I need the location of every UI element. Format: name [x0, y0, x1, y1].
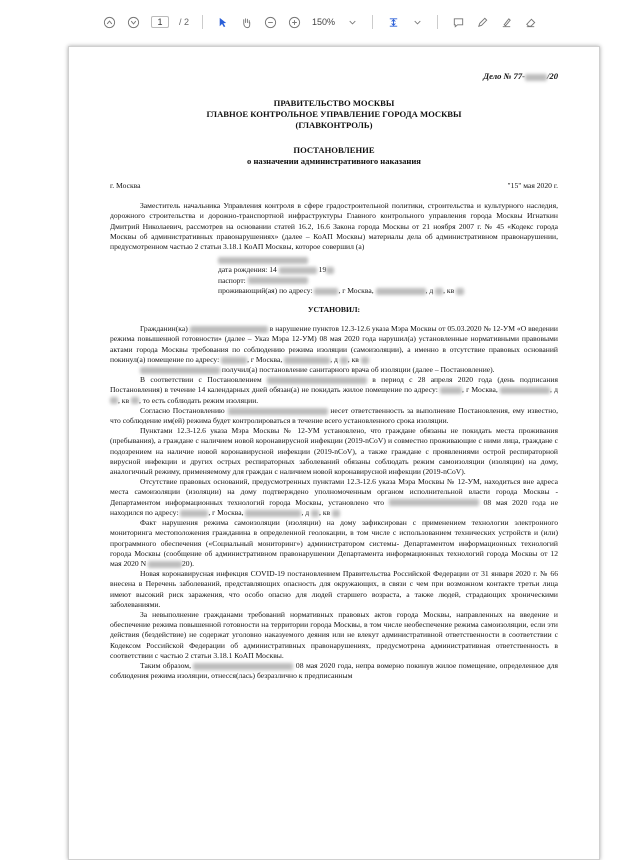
para-text: , г Москва, — [208, 507, 244, 517]
toolbar-group — [103, 15, 537, 29]
paragraph-absence — [110, 477, 558, 518]
para-text: получил(а) постановление санитарного врача об изоляции (далее – Постановление). — [221, 365, 495, 375]
para-text: , кв — [347, 354, 359, 364]
passport-label: паспорт: — [218, 275, 246, 285]
redacted-text — [440, 387, 462, 394]
redacted-text — [389, 499, 479, 506]
person-details — [110, 255, 558, 296]
zoom-out-icon[interactable] — [264, 15, 278, 29]
para-text: , д — [550, 385, 558, 395]
para-text: 20). — [182, 558, 195, 568]
redacted-text — [284, 357, 330, 364]
established-heading: УСТАНОВИЛ: — [307, 305, 361, 315]
redacted-text — [180, 510, 208, 517]
paragraph-decree: Пунктами 12.3-12.6 указа Мэра Москвы № 12-УМ установлено, что граждане обязаны не покидать места проживания (пребывания), а граждане с наличием новой коронавирусной инфекции (2019-nCoV) и совместно проживающие с ними лица, граждане с подозрением на наличие новой коронавирусной инфекции (2019-nCoV), а также граждане с проявлениями острой респираторной вирусной инфекции и других острых респираторных заболеваний обязаны соблюдать режим самоизоляции (изоляции) на дому, аналогичный режиму, применяемому для граждан с наличием новой коронавирусной инфекции (2019-nCoV). — [110, 426, 558, 477]
zoom-in-icon[interactable] — [288, 15, 302, 29]
toolbar-divider — [202, 15, 203, 29]
para-text: в нарушение пунктов 12.3-12.6 указа Мэра Москвы от 05.03.2020 № 12-УМ «О введении режима повышенной готовности» (далее – Указ Мэра 12-УМ) 08 мая 2020 года нарушил(а) установленные нормативными правовыми актами города Москвы требования по соблюдению режима изоляции (самоизоляции), а именно в отсутствие правовых оснований покинул(а) помещение по адресу: — [110, 324, 558, 364]
page-number-input[interactable]: 1 — [151, 16, 169, 28]
para-text: 08 мая 2020 года, непра вомерно покинув жилое помещение, определенное для соблюдения режима изоляции, отнесся(лась) безразлично к предписанным — [110, 660, 558, 681]
pen-icon[interactable] — [475, 15, 489, 29]
paragraph-liability: За невыполнение гражданами требований нормативных правовых актов города Москвы, направленных на введение и обеспечение режима повышенной готовности на территории города Москвы, в том числе необеспечение режима самоизоляции, если эти действия (бездействие) не содержат уголовно наказуемого деяния или не влекут административной ответственности в соответствии с Кодексом Российской Федерации об административных правонарушениях, предусмотрена административная ответственность в соответствии с частью 2 статьи 3.18.1 КоАП Москвы. — [110, 609, 558, 660]
redacted-text — [326, 267, 334, 274]
redacted-text — [279, 267, 317, 274]
address-label: проживающий(ая) по адресу: — [218, 285, 313, 295]
header-line-3: (ГЛАВКОНТРОЛЬ) — [295, 120, 373, 130]
hand-tool-icon[interactable] — [240, 15, 254, 29]
redacted-text — [193, 663, 293, 670]
page-total: / 2 — [178, 17, 189, 27]
document-date: "15" мая 2020 г. — [507, 181, 558, 190]
document-title: ПОСТАНОВЛЕНИЕ — [293, 145, 375, 155]
redacted-text — [525, 74, 547, 81]
redacted-text — [245, 510, 301, 517]
para-text: , д — [330, 354, 338, 364]
case-number-prefix: Дело № 77- — [483, 71, 526, 81]
address-flat: , кв — [443, 285, 455, 295]
para-text: , то есть соблюдать режим изоляции. — [138, 395, 259, 405]
para-text: Согласно Постановлению — [140, 405, 225, 415]
chevron-down-icon[interactable] — [410, 15, 424, 29]
pdf-toolbar — [0, 0, 640, 44]
paragraph-conclusion — [110, 661, 558, 681]
fit-page-icon[interactable] — [386, 15, 400, 29]
redacted-text — [131, 397, 139, 404]
redacted-text — [148, 561, 182, 568]
paragraph-monitoring — [110, 518, 558, 569]
para-text: несет ответственность за выполнение Постановления, ему известно, что соблюдение им(ей) режима будет контролироваться в течение всего установленного срока изоляции. — [110, 405, 558, 426]
redacted-text — [221, 357, 247, 364]
next-page-icon[interactable] — [127, 15, 141, 29]
redacted-text — [218, 257, 308, 264]
redacted-text — [140, 367, 220, 374]
para-text: Таким образом, — [140, 660, 191, 670]
place-date-row — [110, 181, 558, 191]
redacted-text — [228, 408, 328, 415]
toolbar-divider — [437, 15, 438, 29]
paragraph-covid: Новая коронавирусная инфекция COVID-19 постановлением Правительства Российской Федерации от 31 января 2020 г. № 66 внесена в Перечень заболеваний, представляющих опасность для окружающих, в связи с чем при возможном контакте третьи лица имеют высокий риск заражения, что особо опасно для людей старшего возраста, а также людей, страдающих хроническими заболеваниями. — [110, 569, 558, 609]
zoom-level[interactable]: 150% — [311, 17, 336, 27]
eraser-icon[interactable] — [523, 15, 537, 29]
header-line-1: ПРАВИТЕЛЬСТВО МОСКВЫ — [273, 98, 395, 108]
highlighter-icon[interactable] — [499, 15, 513, 29]
redacted-text — [311, 510, 319, 517]
previous-page-icon[interactable] — [103, 15, 117, 29]
document-content — [110, 71, 558, 681]
redacted-text — [190, 326, 268, 333]
redacted-text — [248, 277, 308, 284]
para-text: , г Москва, — [247, 354, 283, 364]
case-number — [483, 71, 558, 81]
para-text: , кв — [118, 395, 130, 405]
paragraph-responsibility — [110, 406, 558, 426]
redacted-text — [435, 288, 443, 295]
redacted-text — [267, 377, 367, 384]
chevron-down-icon[interactable] — [345, 15, 359, 29]
paragraph-resolution — [110, 375, 558, 406]
intro-paragraph: Заместитель начальника Управления контроля в сфере градостроительной политики, строительства и культурного наследия, дорожного строительства и дорожно-транспортной инфраструктуры Главного контрольного управления города Москвы Игнаткин Дмитрий Николаевич, рассмотрев на основании статей 16.2, 16.6 Закона города Москвы от 21 ноября 2007 г. № 45 «Кодекс города Москвы об административных правонарушениях» (далее – КоАП Москвы) материалы дела об административном правонарушении, предусмотренном частью 2 статьи 3.18.1 КоАП Москвы, которое совершил (а) — [110, 201, 558, 252]
redacted-text — [361, 357, 369, 364]
para-text: Отсутствие правовых оснований, предусмотренных пунктами 12.3-12.6 указа Мэра Москвы № 12-УМ, находиться вне адреса места самоизоляции (изоляции) на дому подтверждено уполномоченным органом исполнительной власти города Москвы - Департаментом информационных технологий города Москвы, установлено что — [110, 477, 558, 507]
para-text: , д — [301, 507, 310, 517]
birth-year: 19 — [318, 265, 327, 275]
address-city: , г Москва, — [338, 285, 374, 295]
document-subtitle: о назначении административного наказания — [247, 156, 421, 166]
para-text: Факт нарушения режима самоизоляции (изоляции) на дому зафиксирован с применением технологии электронного мониторинга местоположения гражданина в определенной геолокации, в том числе с использованием технических устройств и (или) программного обеспечения («Социальный мониторинг») администратором системы- Департаментом информационных технологий города Москвы (сообщение об административном правонарушении Департамента информационных технологий города Москвы от 12 мая 2020 N — [110, 518, 558, 568]
case-number-suffix: /20 — [547, 71, 558, 81]
redacted-text — [314, 288, 338, 295]
para-text: , кв — [319, 507, 331, 517]
address-house: , д — [425, 285, 434, 295]
para-text: В соответствии с Постановлением — [140, 375, 262, 385]
redacted-text — [110, 397, 118, 404]
select-cursor-icon[interactable] — [216, 15, 230, 29]
redacted-text — [456, 288, 464, 295]
document-page — [68, 46, 600, 860]
para-text: Гражданин(ка) — [140, 324, 188, 334]
redacted-text — [340, 357, 348, 364]
comment-icon[interactable] — [451, 15, 465, 29]
redacted-text — [500, 387, 550, 394]
para-text: в период с 28 апреля 2020 года (день подписания Постановления) в течение 14 календарных дней обязан(а) не покидать жилое помещение по адресу: — [110, 375, 558, 395]
para-text: 08 мая 2020 года не находился по адресу: — [110, 497, 558, 517]
toolbar-divider — [372, 15, 373, 29]
header-line-2: ГЛАВНОЕ КОНТРОЛЬНОЕ УПРАВЛЕНИЕ ГОРОДА МОСКВЫ — [206, 109, 462, 119]
redacted-text — [376, 288, 426, 295]
birth-label: дата рождения: 14 — [218, 265, 277, 275]
redacted-text — [332, 510, 340, 517]
para-text: , г Москва, — [462, 385, 498, 395]
city: г. Москва — [110, 181, 141, 190]
paragraph-violation — [110, 324, 558, 375]
